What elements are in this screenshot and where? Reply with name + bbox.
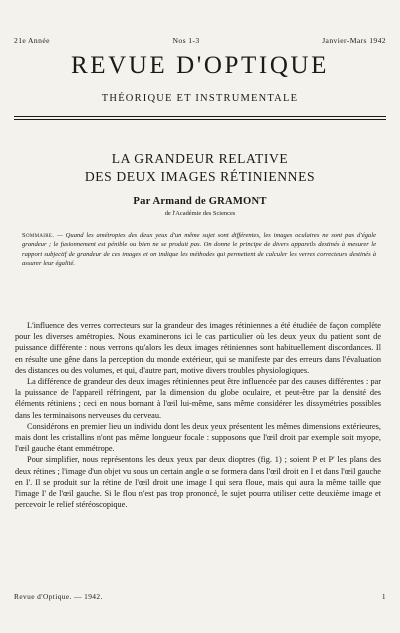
article-title-line-1: LA GRANDEUR RELATIVE xyxy=(111,151,289,166)
journal-subtitle: THÉORIQUE ET INSTRUMENTALE xyxy=(101,93,299,104)
journal-title: REVUE D'OPTIQUE xyxy=(70,52,330,79)
body-paragraph-3: Considérons en premier lieu un individu dont les deux yeux présentent les mêmes dimensions extérieures, mais dont les cristallins n'ont pas même longueur focale : supposons que l'œil droit par exemple soit myope, l'œil gauche étant emmétrope. xyxy=(15,421,381,454)
author: Par Armand de GRAMONT xyxy=(133,196,267,207)
footer-year: — 1942. xyxy=(74,592,103,601)
article-body xyxy=(15,320,381,510)
issue-number: Nos 1-3 xyxy=(172,36,200,45)
summary-label: Sommaire. xyxy=(22,232,55,239)
article-title xyxy=(0,150,400,186)
issue-header xyxy=(14,36,386,45)
footer-journal xyxy=(14,592,103,601)
body-paragraph-1: L'influence des verres correcteurs sur la grandeur des images rétiniennes a été étudiée de façon complète pour les diverses amétropies. Nous examinerons ici le cas particulier où les deux yeux du patient sont de puissance différente : nous verrons qu'alors les deux images rétiniennes sont habituellement discordances. Il en résulte une gêne dans la perception du monde extérieur, qui se manifeste par des erreurs dans l'évaluation des distances ou des volumes, et qui, d'autre part, motive divers troubles physiologiques. xyxy=(15,321,381,375)
page-number: 1 xyxy=(381,592,386,601)
body-paragraph-2: La différence de grandeur des deux images rétiniennes peut être influencée par des causes différentes : par la puissance de l'appareil réfringent, par la dimension du globe oculaire, et peut-être par la densité des éléments rétiniens ; ceci en nous bornant à l'œil lui-même, sans même considérer les dissymétries possibles dans les terminaisons nerveuses du cerveau. xyxy=(15,377,381,420)
article-title-line-2: DES DEUX IMAGES RÉTINIENNES xyxy=(84,169,316,184)
issue-date: Janvier-Mars 1942 xyxy=(322,36,386,45)
summary-text: — Quand les amétropies des deux yeux d'un même sujet sont différentes, les images oculaires ne sont pas d'égale grandeur ; le fusionnement est pénible ou bien ne se produit pas. On donne le principe de divers appareils destinés à mesurer le rapport subjectif de grandeur de ces images et on indique les méthodes qui permettent de calculer les verres correcteurs destinés à assurer leur égalité. xyxy=(22,232,376,268)
header-rule-thin xyxy=(14,119,386,120)
header-rule xyxy=(14,116,386,117)
volume-year: 21e Année xyxy=(14,36,50,45)
author-affiliation: de l'Académie des Sciences xyxy=(164,210,236,217)
footer-journal-name: Revue d'Optique. xyxy=(14,592,72,601)
summary xyxy=(22,231,376,269)
page-footer xyxy=(14,592,386,601)
body-paragraph-4: Pour simplifier, nous représentons les deux yeux par deux dioptres (fig. 1) ; soient P et P' les plans des deux rétines ; l'image d'un objet vu sous un certain angle α se formera dans l'œil droit en I et dans l'œil gauche en I'. Il se produit sur la rétine de l'œil droit une image I qui sera floue, mais qui aura la même taille que l'image I' de l'œil gauche. Si le flou n'est pas trop prononcé, le sujet pourra utiliser cette deuxième image et percevoir le relief stéréoscopique. xyxy=(15,455,381,510)
